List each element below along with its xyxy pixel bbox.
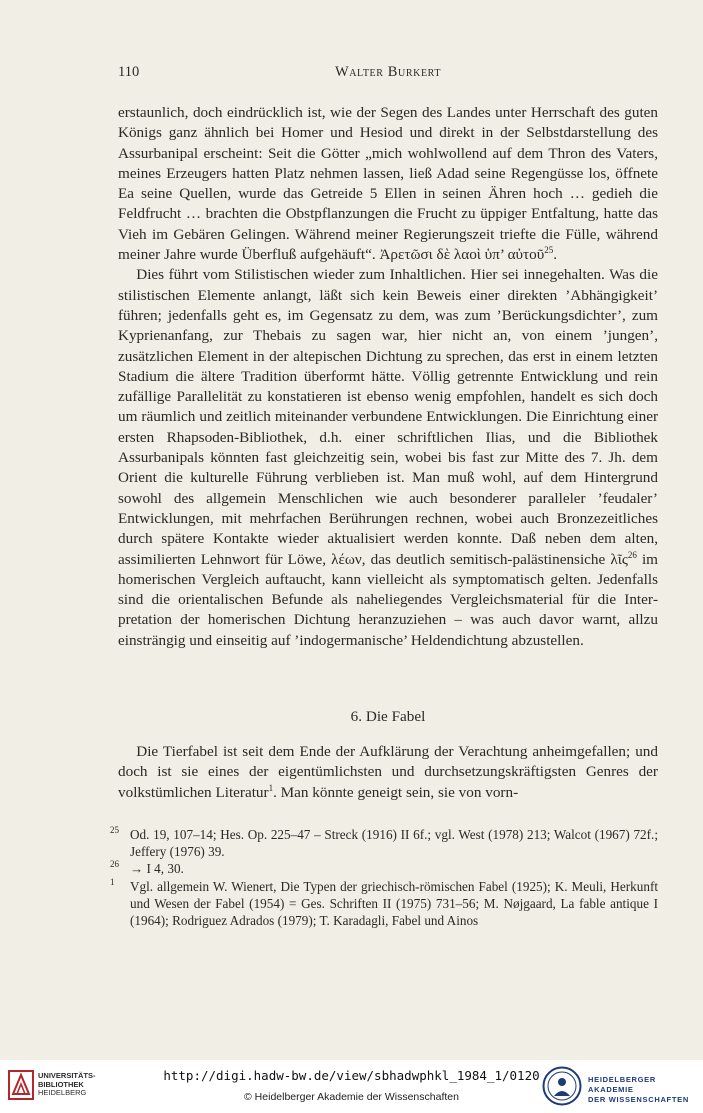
academy-seal-icon	[542, 1066, 582, 1106]
paragraph-text: Dies führt vom Stilistischen wieder zum Inhaltlichen. Hier sei innegehalten. Was die stilistischen Elemente anlangt, läßt sich kein Beweis einer direkten ’Abhängigkeit’ führen; jedenfalls geht es, im Gegensatz zu dem, was zum ’Berückungsdichter’, zum Kyprienanfang, zur Thebais zu sagen war, hier nicht an, von einem ’jungen’, zusätzlichen Element in der altepischen Dichtung zu sprechen, das erst in einem letzten Stadium die ältere Tradition überformt hätte. Völlig getrennte Entwicklung und rein zufällige Parallelität zu konstatieren ist ebenso wenig empfohlen, handelt es sich doch um räumlich und zeitlich miteinander verbundene Entwicklungen. Die Einrichtung einer ersten Rhapsoden-Bibliothek, d.h. einer schriftlichen Ilias, und die Bibliothek Assurbanipals könnten fast gleichzeitig sein, wobei bis fast zur Mitte des 7. Jh. dem Orient die kulturelle Führung verblieben ist. Man muß wohl, auf dem Hintergrund sowohl des allgemein Menschlichen wie auch besonderer paralleler ’feudaler’ Entwicklungen, mit mehrfachen Berührungen rechnen, wobei auch Bronzezeitliches durch spätere Kontakte wieder aktualisiert werden konnte. Daß neben dem alten, assimilierten Lehnwort für Löwe, λέων, das deutlich semitisch-palästinensiche λῖς	[118, 266, 658, 568]
footnote-text: Od. 19, 107–14; Hes. Op. 225–47 – Streck (1916) II 6f.; vgl. West (1978) 213; Walcot (1967) 72f.; Jeffery (1976) 39.	[130, 827, 658, 860]
library-name-line: HEIDELBERG	[38, 1088, 87, 1097]
footnote-ref: 26	[627, 549, 637, 560]
paragraph-text: . Man könnte geneigt sein, sie von vorn-	[273, 783, 519, 801]
paragraph-text: erstaunlich, doch eindrücklich ist, wie der Segen des Landes unter Herrschaft des guten Königs ganz ähnlich bei Homer und Hesiod und direkt in der Selbstdarstellung des Assurbanipal erscheint: Seit die Götter „mich wohlwollend auf dem Thron des Vaters, meines Erzeugers hatten Platz nehmen lassen, ließ Adad seine Regengüsse los, öffnete Ea seine Quellen, wurde das Getreide 5 Ellen in seinen Ähren hoch … gedieh die Feldfrucht … brachten die Obstpflanzungen die Frucht zu üppiger Entfaltung, hatte das Vieh im Gebären Gelingen. Während meiner Regierungszeit triefte die Fülle, während meiner Jahre wurde Überfluß aufgehäuft“. Ἀρετῶσι δὲ λαοὶ ὑπ’ αὐτοῦ	[118, 104, 658, 264]
paragraph	[118, 265, 658, 651]
copyright-notice: © Heidelberger Akademie der Wissenschaften	[244, 1091, 459, 1103]
academy-name-line: DER WISSENSCHAFTEN	[588, 1095, 689, 1104]
footnote	[110, 825, 658, 860]
paragraph-text: .	[553, 246, 558, 264]
paragraph	[118, 103, 658, 265]
digitization-footer	[0, 1060, 703, 1113]
footnotes	[110, 825, 658, 929]
footnote	[110, 859, 658, 877]
section-heading: 6. Die Fabel	[350, 708, 426, 725]
footnote-text: → I 4, 30.	[130, 861, 184, 877]
paragraph	[118, 742, 658, 803]
footnote-ref: 25	[544, 245, 554, 256]
permalink-url[interactable]: http://digi.hadw-bw.de/view/sbhadwphkl_1984_1/0120	[163, 1068, 540, 1083]
footnote-mark: 26	[110, 859, 119, 870]
main-text-section	[118, 742, 658, 803]
running-head-author: Walter Burkert	[334, 64, 442, 80]
main-text	[118, 103, 658, 651]
footnote-text: Vgl. allgemein W. Wienert, Die Typen der griechisch-römischen Fabel (1925); K. Meuli, Herkunft und Wesen der Fabel (1954) = Ges. Schriften II (1975) 731–56; M. Nøjgaard, La fable antique I (1964); Rodriguez Adrados (1979); T. Karadagli, Fabel und Ainos	[130, 878, 658, 929]
academy-name-line: HEIDELBERGER AKADEMIE	[588, 1075, 656, 1094]
library-name-line: BIBLIOTHEK	[38, 1079, 84, 1089]
library-name-line: UNIVERSITÄTS-	[38, 1071, 96, 1080]
paragraph-text: Die Tierfabel ist seit dem Ende der Aufklärung der Verachtung anheimgefallen; und doch ist sie eines der eigentümlichsten und durchsetzungskräftigsten Genres der volkstümlichen Literatur	[118, 743, 658, 801]
footnote-ref: 1	[268, 782, 274, 793]
page-number: 110	[118, 64, 140, 80]
footnote	[110, 876, 658, 930]
academy-name	[588, 1075, 703, 1105]
page-header	[118, 64, 658, 86]
paragraph-text: im homerischen Vergleich auftaucht, kann vielleicht als symptomatisch gelten. Jedenfalls sind die orientalischen Befunde als naheliegendes Vergleichsmaterial für die Interpretation der homerischen Dichtung heranzuziehen – was auch davor warnt, allzu einsträngig und einseitig auf ’indogermanische’ Heldendichtung abzustellen.	[118, 550, 658, 649]
footnote-mark: 25	[110, 825, 119, 835]
footnote-mark: 1	[110, 876, 115, 887]
